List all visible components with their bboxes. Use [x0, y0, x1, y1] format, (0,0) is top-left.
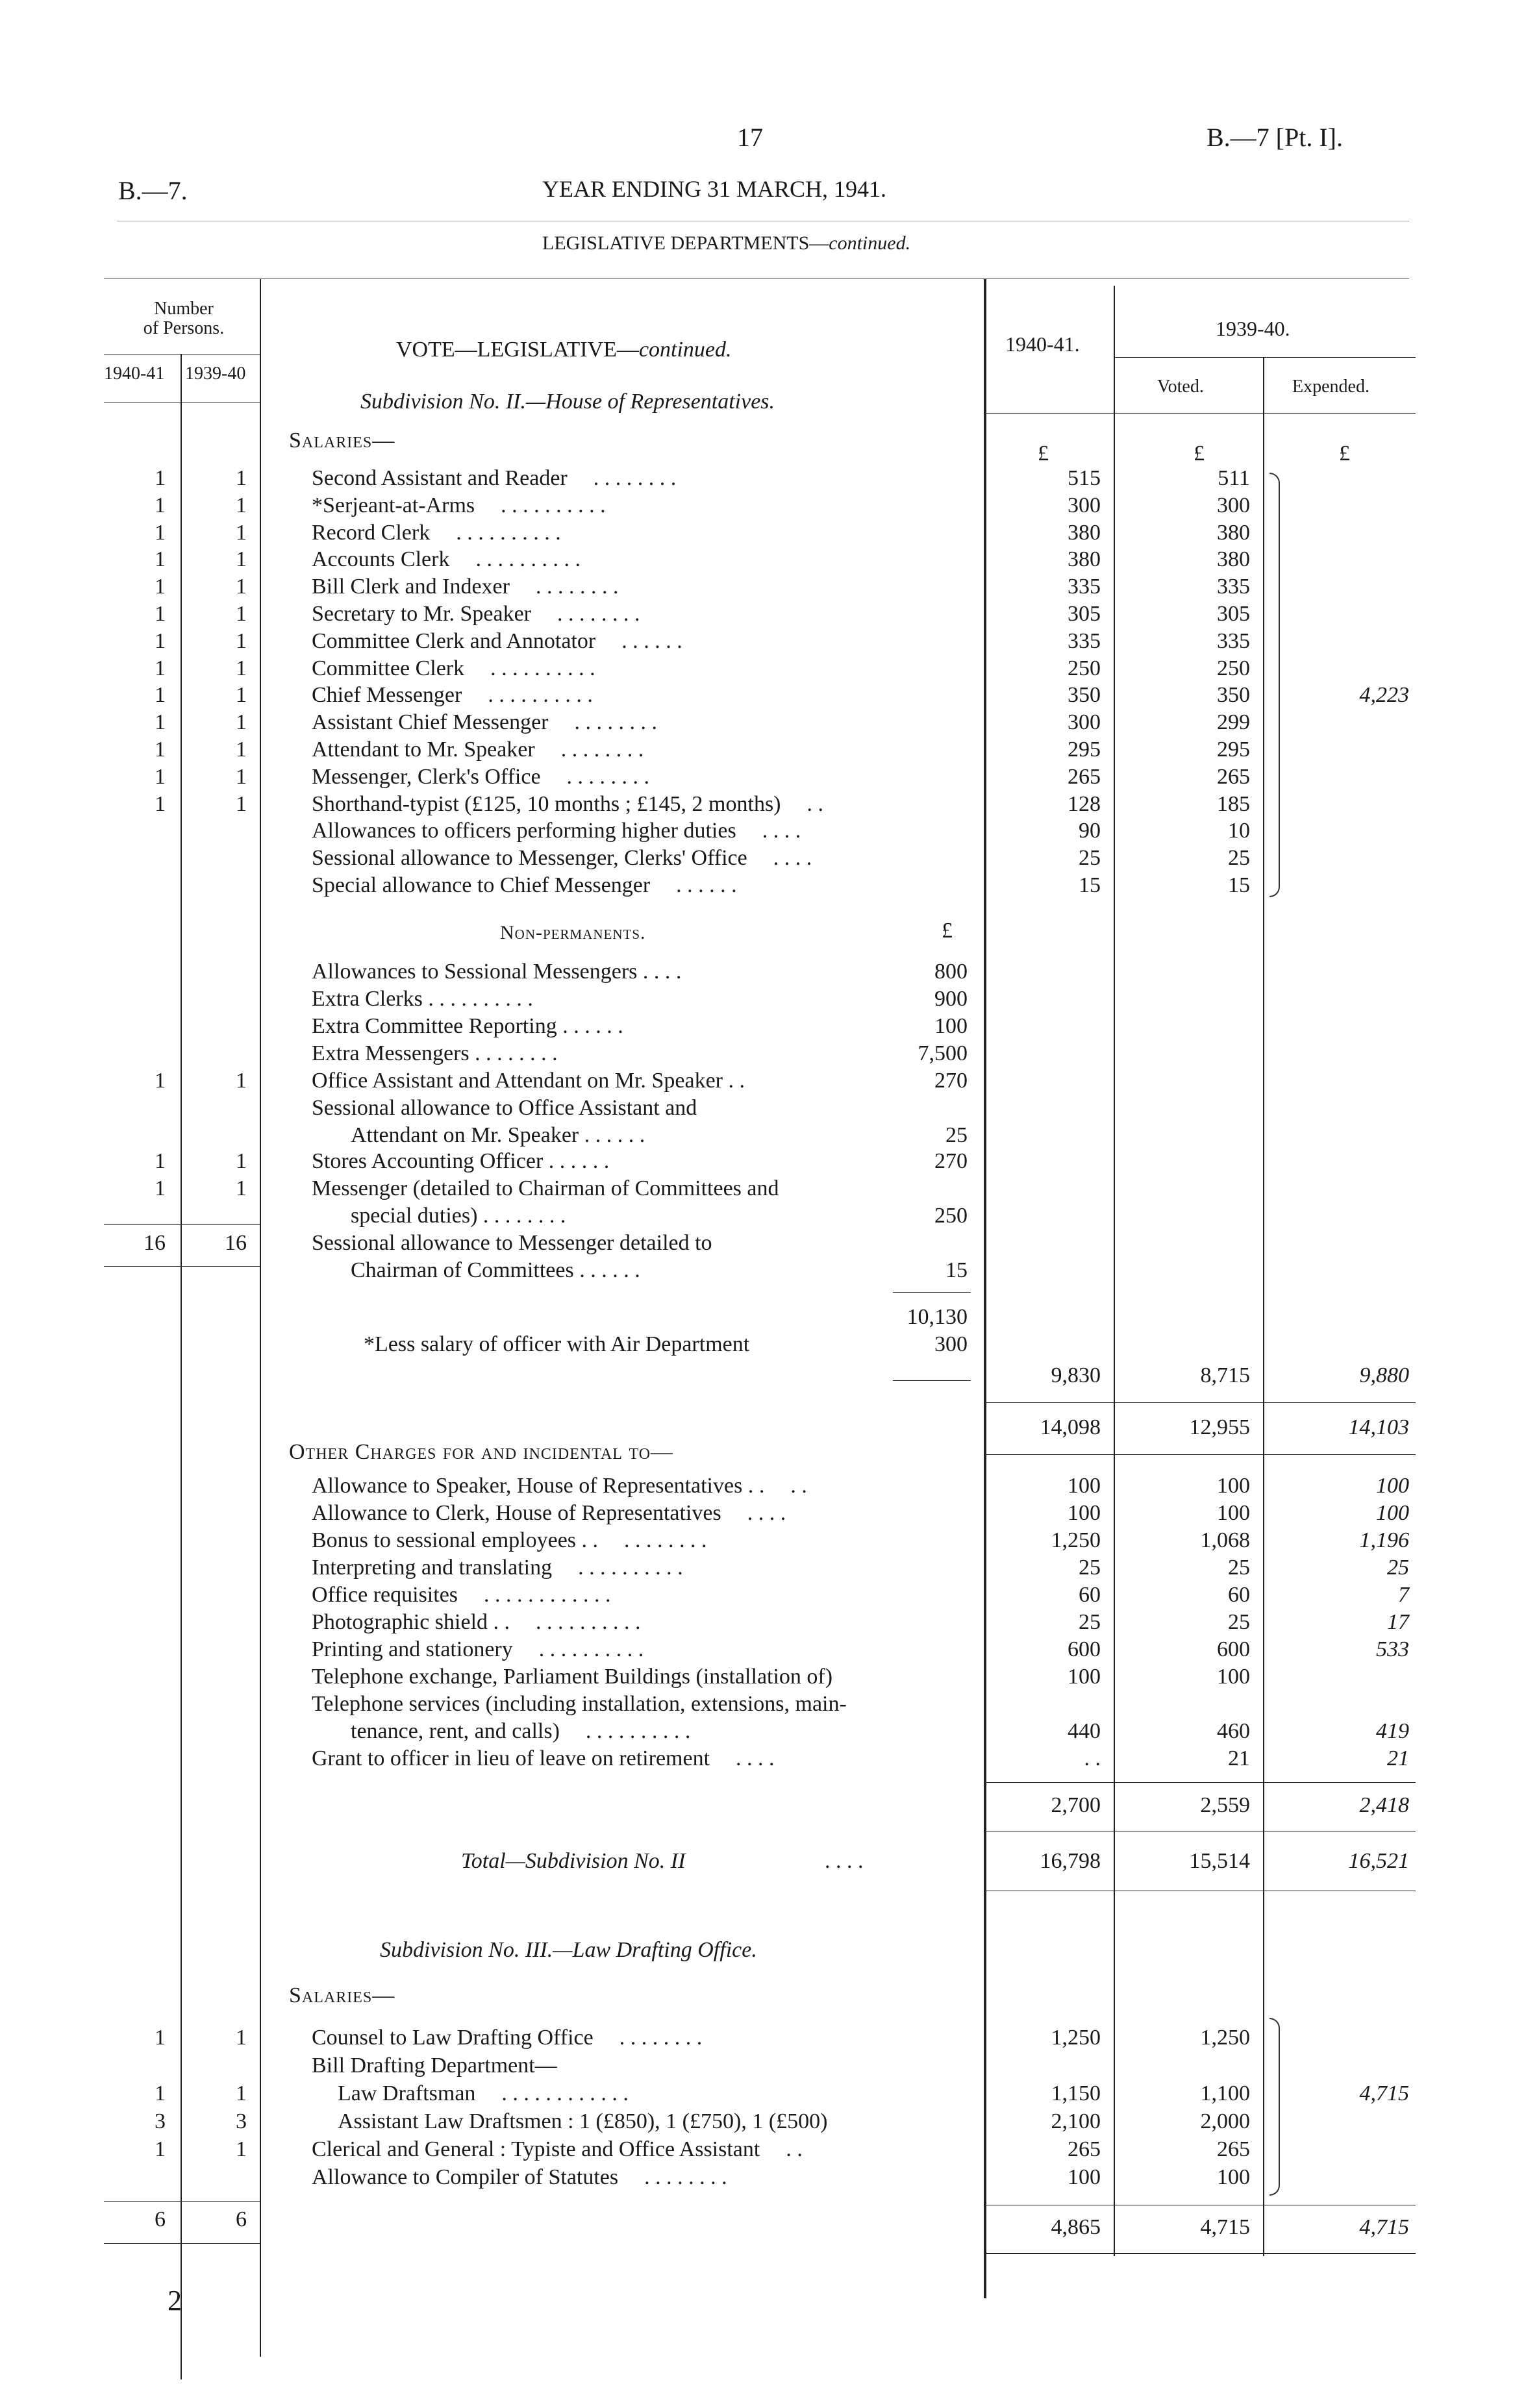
other-total-expended: 2,418 — [1359, 1793, 1409, 1817]
messenger-line-1: Messenger (detailed to Chairman of Committees and — [312, 1176, 779, 1200]
other-charge-voted: 100 — [1217, 1665, 1250, 1689]
law-persons-1940: 1 — [155, 2026, 166, 2050]
salary-voted-amount: 250 — [1217, 656, 1250, 680]
salary-persons-1940: 1 — [155, 602, 166, 626]
other-charge-label — [312, 1528, 707, 1553]
law-label-dots: . . . . . . . . . . . . — [501, 2081, 629, 2105]
salary-1940-amount: 295 — [1068, 738, 1101, 762]
left-reference: B.—7. — [118, 176, 188, 205]
sessional-allowance-1-line-2: Attendant on Mr. Speaker . . . . . . — [351, 1123, 645, 1147]
law-total-expended: 4,715 — [1359, 2215, 1409, 2239]
telephone-services-1940: 440 — [1068, 1719, 1101, 1743]
total-persons-1940: 16 — [144, 1231, 166, 1255]
salary-label-text: Second Assistant and Reader — [312, 466, 568, 490]
sessional-allowance-1-line-1: Sessional allowance to Office Assistant and — [312, 1096, 697, 1120]
salary-label-text: Sessional allowance to Messenger, Clerks' Office — [312, 846, 747, 870]
salary-persons-1939: 1 — [236, 683, 247, 707]
col-head-expended: Expended. — [1292, 377, 1370, 397]
stores-persons-1939: 1 — [236, 1149, 247, 1173]
sessional-allowance-2-amount: 15 — [945, 1258, 968, 1282]
salary-label — [312, 656, 595, 681]
salary-persons-1939: 1 — [236, 602, 247, 626]
salary-persons-1939: 1 — [236, 765, 247, 789]
np-amount: 100 — [934, 1014, 968, 1038]
salary-persons-1940: 1 — [155, 765, 166, 789]
salary-label-text: Secretary to Mr. Speaker — [312, 602, 531, 626]
salary-label-dots: . . . . . . . . — [574, 710, 658, 734]
messenger-persons-1939: 1 — [236, 1176, 247, 1200]
salary-persons-1939: 1 — [236, 738, 247, 762]
other-charges-heading: Other Charges for and incidental to— — [289, 1440, 674, 1464]
rule-amounts-left — [984, 279, 986, 2298]
salary-label-dots: . . . . . . . . — [557, 602, 640, 626]
salary-persons-1940: 1 — [155, 683, 166, 707]
law-label — [338, 2081, 629, 2106]
salary-persons-1939: 1 — [236, 493, 247, 517]
np-persons-1939: 1 — [236, 1069, 247, 1093]
salary-voted-amount: 15 — [1228, 873, 1250, 897]
persons-title-1: Number — [154, 299, 214, 319]
other-charge-expended: 533 — [1376, 1637, 1409, 1661]
law-persons-1940: 1 — [155, 2081, 166, 2105]
other-charge-expended: 17 — [1387, 1610, 1409, 1634]
other-charge-label — [312, 1583, 611, 1607]
other-charge-label-text: Bonus to sessional employees . . — [312, 1528, 599, 1552]
other-total-1940: 2,700 — [1051, 1793, 1101, 1817]
salary-label-dots: . . — [807, 792, 823, 816]
other-charge-1940: 100 — [1068, 1501, 1101, 1525]
subdivision-3-heading: Subdivision No. III.—Law Drafting Office. — [380, 1938, 757, 1962]
salary-label — [312, 575, 618, 599]
other-charge-label — [312, 1501, 786, 1526]
net-voted: 8,715 — [1200, 1363, 1250, 1387]
net-1940: 9,830 — [1051, 1363, 1101, 1387]
law-1940-amount: 2,100 — [1051, 2109, 1101, 2133]
total-sub2-label: Total—Subdivision No. II — [461, 1849, 686, 1873]
other-charge-dots: . . . . . . . . . . . . — [484, 1583, 611, 1607]
salary-1940-amount: 380 — [1068, 547, 1101, 571]
salary-persons-1940: 1 — [155, 493, 166, 517]
salary-persons-1939: 1 — [236, 792, 247, 816]
other-charge-label — [312, 1665, 858, 1689]
law-persons-1939: 1 — [236, 2137, 247, 2161]
law-voted-amount: 1,100 — [1200, 2081, 1250, 2105]
law-voted-amount: 265 — [1217, 2137, 1250, 2161]
vote-heading: VOTE—LEGISLATIVE—continued. — [396, 338, 732, 362]
salary-voted-amount: 350 — [1217, 683, 1250, 707]
law-persons-1940: 1 — [155, 2137, 166, 2161]
stores-amount: 270 — [934, 1149, 968, 1173]
salaries-heading-3: Salaries— — [289, 1983, 395, 2007]
salary-persons-1940: 1 — [155, 547, 166, 571]
persons-year-1940: 1940-41 — [104, 364, 165, 384]
salary-label — [312, 792, 823, 817]
other-charge-dots: . . . . . . . . . . — [536, 1610, 641, 1634]
salary-persons-1940: 1 — [155, 466, 166, 490]
law-expended-amount: 4,715 — [1359, 2081, 1409, 2105]
salary-voted-amount: 300 — [1217, 493, 1250, 517]
salary-label-text: Assistant Chief Messenger — [312, 710, 549, 734]
messenger-amount: 250 — [934, 1204, 968, 1228]
persons-year-1939: 1939-40 — [185, 364, 246, 384]
salary-label-dots: . . . . . . . . . . — [456, 521, 561, 545]
other-charge-1940: 1,250 — [1051, 1528, 1101, 1552]
salary-persons-1940: 1 — [155, 738, 166, 762]
np-label: Extra Clerks . . . . . . . . . . — [312, 987, 533, 1011]
law-label — [312, 2054, 583, 2078]
law-persons-1939: 1 — [236, 2081, 247, 2105]
salary-label-dots: . . . . . . . . — [560, 738, 644, 762]
salary-voted-amount: 295 — [1217, 738, 1250, 762]
salary-persons-1939: 1 — [236, 656, 247, 680]
rule-1940-right — [1114, 286, 1115, 2256]
salary-persons-1939: 1 — [236, 521, 247, 545]
other-charge-dots: . . . . . . . . — [624, 1528, 707, 1552]
other-charge-1940: 25 — [1079, 1610, 1101, 1634]
salary-label-text: Special allowance to Chief Messenger — [312, 873, 651, 897]
salary-voted-amount: 335 — [1217, 629, 1250, 653]
np-amount: 7,500 — [918, 1041, 968, 1065]
salary-label-text: Committee Clerk and Annotator — [312, 629, 596, 653]
other-charge-label-text: Photographic shield . . — [312, 1610, 510, 1634]
telephone-services-expended: 419 — [1376, 1719, 1409, 1743]
other-total-voted: 2,559 — [1200, 1793, 1250, 1817]
other-charge-dots: . . . . . . . . . . — [578, 1556, 683, 1580]
law-1940-amount: 1,150 — [1051, 2081, 1101, 2105]
law-label — [312, 2137, 803, 2162]
currency-expended: £ — [1339, 441, 1350, 465]
other-charge-expended: 25 — [1387, 1556, 1409, 1580]
salary-voted-amount: 185 — [1217, 792, 1250, 816]
telephone-services-voted: 460 — [1217, 1719, 1250, 1743]
salary-persons-1939: 1 — [236, 466, 247, 490]
less-salary-label: *Less salary of officer with Air Department — [364, 1332, 750, 1356]
total-sub2-dots: . . . . — [825, 1849, 864, 1873]
telephone-services-line-2: tenance, rent, and calls) . . . . . . . . . . — [351, 1719, 691, 1743]
salary-1940-amount: 300 — [1068, 493, 1101, 517]
salary-label-text: Accounts Clerk — [312, 547, 450, 571]
salary-1940-amount: 300 — [1068, 710, 1101, 734]
col-head-1939: 1939-40. — [1216, 317, 1290, 340]
law-brace — [1270, 2018, 1280, 2196]
stores-label: Stores Accounting Officer . . . . . . — [312, 1149, 610, 1173]
salary-persons-1940: 1 — [155, 656, 166, 680]
salary-expended-amount: 4,223 — [1359, 683, 1409, 707]
np-label: Extra Committee Reporting . . . . . . — [312, 1014, 623, 1038]
other-charge-voted: 100 — [1217, 1501, 1250, 1525]
salary-label-dots: . . . . — [773, 846, 812, 870]
telephone-services-line-1: Telephone services (including installation, extensions, main- — [312, 1692, 847, 1716]
law-label-dots: . . . . . . . . — [644, 2165, 727, 2189]
np-amount: 800 — [934, 960, 968, 984]
other-charge-expended: 100 — [1376, 1474, 1409, 1498]
salary-label-dots: . . . . . . . . — [566, 765, 650, 789]
salary-1940-amount: 515 — [1068, 466, 1101, 490]
salaries-total-1940: 14,098 — [1040, 1415, 1101, 1439]
grant-label: Grant to officer in lieu of leave on retirement . . . . — [312, 1746, 775, 1770]
salary-label — [312, 765, 649, 789]
other-charge-1940: 60 — [1079, 1583, 1101, 1607]
np-amount: 270 — [934, 1069, 968, 1093]
other-charge-dots: . . . . — [747, 1501, 786, 1525]
sessional-allowance-1-amount: 25 — [945, 1123, 968, 1147]
law-label-text: Law Draftsman — [338, 2081, 476, 2105]
salary-1940-amount: 25 — [1079, 846, 1101, 870]
messenger-line-2: special duties) . . . . . . . . — [351, 1204, 566, 1228]
non-permanents-subtotal: 10,130 — [907, 1305, 968, 1329]
other-charge-voted: 600 — [1217, 1637, 1250, 1661]
other-charge-label-text: Allowance to Speaker, House of Representatives . . — [312, 1474, 765, 1498]
total-persons-1939: 16 — [225, 1231, 247, 1255]
grant-1940: . . — [1084, 1746, 1101, 1770]
sessional-allowance-2-line-1: Sessional allowance to Messenger detailed to — [312, 1231, 712, 1255]
stores-persons-1940: 1 — [155, 1149, 166, 1173]
other-charge-voted: 25 — [1228, 1556, 1250, 1580]
salary-label-dots: . . . . . . — [676, 873, 737, 897]
law-label-text: Bill Drafting Department— — [312, 2054, 557, 2078]
salary-persons-1940: 1 — [155, 792, 166, 816]
salary-voted-amount: 511 — [1218, 466, 1250, 490]
law-label-text: Clerical and General : Typiste and Office Assistant — [312, 2137, 760, 2161]
law-voted-amount: 1,250 — [1200, 2026, 1250, 2050]
salaries-total-voted: 12,955 — [1189, 1415, 1250, 1439]
other-charge-expended: 7 — [1398, 1583, 1409, 1607]
salary-voted-amount: 335 — [1217, 575, 1250, 599]
law-label — [338, 2109, 853, 2134]
page-title: YEAR ENDING 31 MARCH, 1941. — [542, 176, 886, 202]
salary-label-text: Messenger, Clerk's Office — [312, 765, 541, 789]
salary-1940-amount: 380 — [1068, 521, 1101, 545]
other-charge-voted: 1,068 — [1200, 1528, 1250, 1552]
other-charge-1940: 100 — [1068, 1474, 1101, 1498]
salary-label-text: *Serjeant-at-Arms — [312, 493, 475, 517]
salary-1940-amount: 350 — [1068, 683, 1101, 707]
salary-voted-amount: 25 — [1228, 846, 1250, 870]
other-charge-1940: 100 — [1068, 1665, 1101, 1689]
np-label: Office Assistant and Attendant on Mr. Speaker . . — [312, 1069, 745, 1093]
salary-voted-amount: 305 — [1217, 602, 1250, 626]
law-persons-1940: 3 — [155, 2109, 166, 2133]
salaries-brace — [1270, 473, 1280, 897]
other-charge-label — [312, 1610, 641, 1635]
law-total-1940: 4,865 — [1051, 2215, 1101, 2239]
subdivision-2-heading: Subdivision No. II.—House of Representatives. — [360, 390, 775, 414]
salary-label-dots: . . . . — [762, 819, 801, 843]
salary-1940-amount: 335 — [1068, 629, 1101, 653]
law-label — [312, 2026, 702, 2050]
salary-label-dots: . . . . . . . . . . — [475, 547, 581, 571]
salary-label-text: Chief Messenger — [312, 683, 462, 707]
other-charge-1940: 600 — [1068, 1637, 1101, 1661]
persons-title-2: of Persons. — [143, 318, 225, 338]
other-charge-expended: 100 — [1376, 1501, 1409, 1525]
grant-voted: 21 — [1228, 1746, 1250, 1770]
np-label: Extra Messengers . . . . . . . . — [312, 1041, 558, 1065]
salary-persons-1940: 1 — [155, 575, 166, 599]
salary-1940-amount: 265 — [1068, 765, 1101, 789]
salary-label-dots: . . . . . . . . . . — [501, 493, 606, 517]
law-voted-amount: 2,000 — [1200, 2109, 1250, 2133]
salary-label-text: Attendant to Mr. Speaker — [312, 738, 535, 762]
salary-voted-amount: 265 — [1217, 765, 1250, 789]
currency-voted: £ — [1194, 441, 1205, 465]
other-charge-1940: 25 — [1079, 1556, 1101, 1580]
law-persons-1939: 1 — [236, 2026, 247, 2050]
rule-persons-mid — [181, 354, 182, 2379]
salaries-total-expended: 14,103 — [1348, 1415, 1409, 1439]
other-charge-voted: 100 — [1217, 1474, 1250, 1498]
salary-label-text: Allowances to officers performing higher duties — [312, 819, 736, 843]
other-charge-label-text: Telephone exchange, Parliament Buildings (installation of) — [312, 1665, 833, 1689]
salary-label — [312, 521, 561, 545]
salary-label-dots: . . . . . . — [621, 629, 682, 653]
salary-persons-1940: 1 — [155, 629, 166, 653]
salary-label-dots: . . . . . . . . — [593, 466, 677, 490]
other-charge-label-text: Interpreting and translating — [312, 1556, 553, 1580]
salary-1940-amount: 128 — [1068, 792, 1101, 816]
salary-label-text: Record Clerk — [312, 521, 431, 545]
salary-label — [312, 629, 682, 654]
col-head-voted: Voted. — [1157, 377, 1204, 397]
salary-label-dots: . . . . . . . . . . — [488, 683, 593, 707]
total-sub2-1940: 16,798 — [1040, 1849, 1101, 1873]
law-label-dots: . . . . . . . . — [619, 2026, 703, 2050]
right-reference: B.—7 [Pt. I]. — [1207, 123, 1343, 152]
less-salary-amount: 300 — [934, 1332, 968, 1356]
other-charge-expended: 1,196 — [1359, 1528, 1409, 1552]
law-label — [312, 2165, 727, 2190]
other-charge-voted: 60 — [1228, 1583, 1250, 1607]
salary-label — [312, 547, 581, 572]
salary-voted-amount: 10 — [1228, 819, 1250, 843]
salary-label — [312, 846, 812, 871]
law-label-text: Allowance to Compiler of Statutes — [312, 2165, 619, 2189]
np-label: Allowances to Sessional Messengers . . . . — [312, 960, 682, 984]
salary-voted-amount: 380 — [1217, 521, 1250, 545]
salary-label — [312, 683, 593, 708]
salaries-heading: Salaries— — [289, 428, 395, 453]
salary-1940-amount: 90 — [1079, 819, 1101, 843]
total-sub2-expended: 16,521 — [1348, 1849, 1409, 1873]
other-charge-voted: 25 — [1228, 1610, 1250, 1634]
salary-label — [312, 738, 644, 762]
salary-label-text: Shorthand-typist (£125, 10 months ; £145, 2 months) — [312, 792, 781, 816]
salary-1940-amount: 250 — [1068, 656, 1101, 680]
salary-1940-amount: 15 — [1079, 873, 1101, 897]
salary-label-dots: . . . . . . . . — [535, 575, 619, 599]
law-persons-total-1940: 6 — [155, 2207, 166, 2231]
np-persons-1940: 1 — [155, 1069, 166, 1093]
footer-page-number: 2 — [168, 2285, 182, 2316]
salary-label-dots: . . . . . . . . . . — [490, 656, 595, 680]
total-sub2-voted: 15,514 — [1189, 1849, 1250, 1873]
col-head-1940: 1940-41. — [1005, 332, 1080, 356]
law-label-text: Counsel to Law Drafting Office — [312, 2026, 594, 2050]
salary-label — [312, 493, 606, 518]
law-label-dots: . . — [786, 2137, 803, 2161]
salary-label — [312, 710, 657, 735]
salary-label — [312, 873, 737, 898]
sessional-allowance-2-line-2: Chairman of Committees . . . . . . — [351, 1258, 640, 1282]
salary-label — [312, 466, 676, 491]
law-voted-amount: 100 — [1217, 2165, 1250, 2189]
other-charge-label — [312, 1637, 644, 1662]
non-permanents-currency: £ — [942, 919, 953, 943]
salary-persons-1939: 1 — [236, 547, 247, 571]
salary-voted-amount: 380 — [1217, 547, 1250, 571]
salary-persons-1939: 1 — [236, 629, 247, 653]
salary-1940-amount: 305 — [1068, 602, 1101, 626]
department-subtitle: LEGISLATIVE DEPARTMENTS—continued. — [542, 232, 911, 254]
salary-persons-1940: 1 — [155, 521, 166, 545]
grant-expended: 21 — [1387, 1746, 1409, 1770]
law-persons-total-1939: 6 — [236, 2207, 247, 2231]
law-persons-1939: 3 — [236, 2109, 247, 2133]
page-number: 17 — [737, 123, 763, 152]
other-charge-label-text: Allowance to Clerk, House of Representatives — [312, 1501, 721, 1525]
currency-1940: £ — [1038, 441, 1049, 465]
salary-1940-amount: 335 — [1068, 575, 1101, 599]
law-label-text: Assistant Law Draftsmen : 1 (£850), 1 (£750), 1 (£500) — [338, 2109, 828, 2133]
law-1940-amount: 265 — [1068, 2137, 1101, 2161]
salary-persons-1939: 1 — [236, 710, 247, 734]
other-charge-label — [312, 1556, 683, 1580]
salary-persons-1940: 1 — [155, 710, 166, 734]
other-charge-dots: . . . . . . . . . . — [538, 1637, 644, 1661]
salary-label — [312, 602, 640, 627]
law-total-voted: 4,715 — [1200, 2215, 1250, 2239]
other-charge-label-text: Office requisites — [312, 1583, 458, 1607]
salary-label-text: Committee Clerk — [312, 656, 465, 680]
salary-persons-1939: 1 — [236, 575, 247, 599]
net-expended: 9,880 — [1359, 1363, 1409, 1387]
messenger-persons-1940: 1 — [155, 1176, 166, 1200]
rule-persons-right — [260, 279, 261, 2357]
other-charge-dots: . . — [790, 1474, 807, 1498]
law-1940-amount: 100 — [1068, 2165, 1101, 2189]
other-charge-label-text: Printing and stationery — [312, 1637, 513, 1661]
np-amount: 900 — [934, 987, 968, 1011]
salary-label — [312, 819, 801, 843]
other-charge-label — [312, 1474, 807, 1498]
non-permanents-heading: Non-permanents. — [500, 922, 646, 943]
salary-label-text: Bill Clerk and Indexer — [312, 575, 510, 599]
law-1940-amount: 1,250 — [1051, 2026, 1101, 2050]
rule-voted-right — [1263, 357, 1264, 2256]
salary-voted-amount: 299 — [1217, 710, 1250, 734]
